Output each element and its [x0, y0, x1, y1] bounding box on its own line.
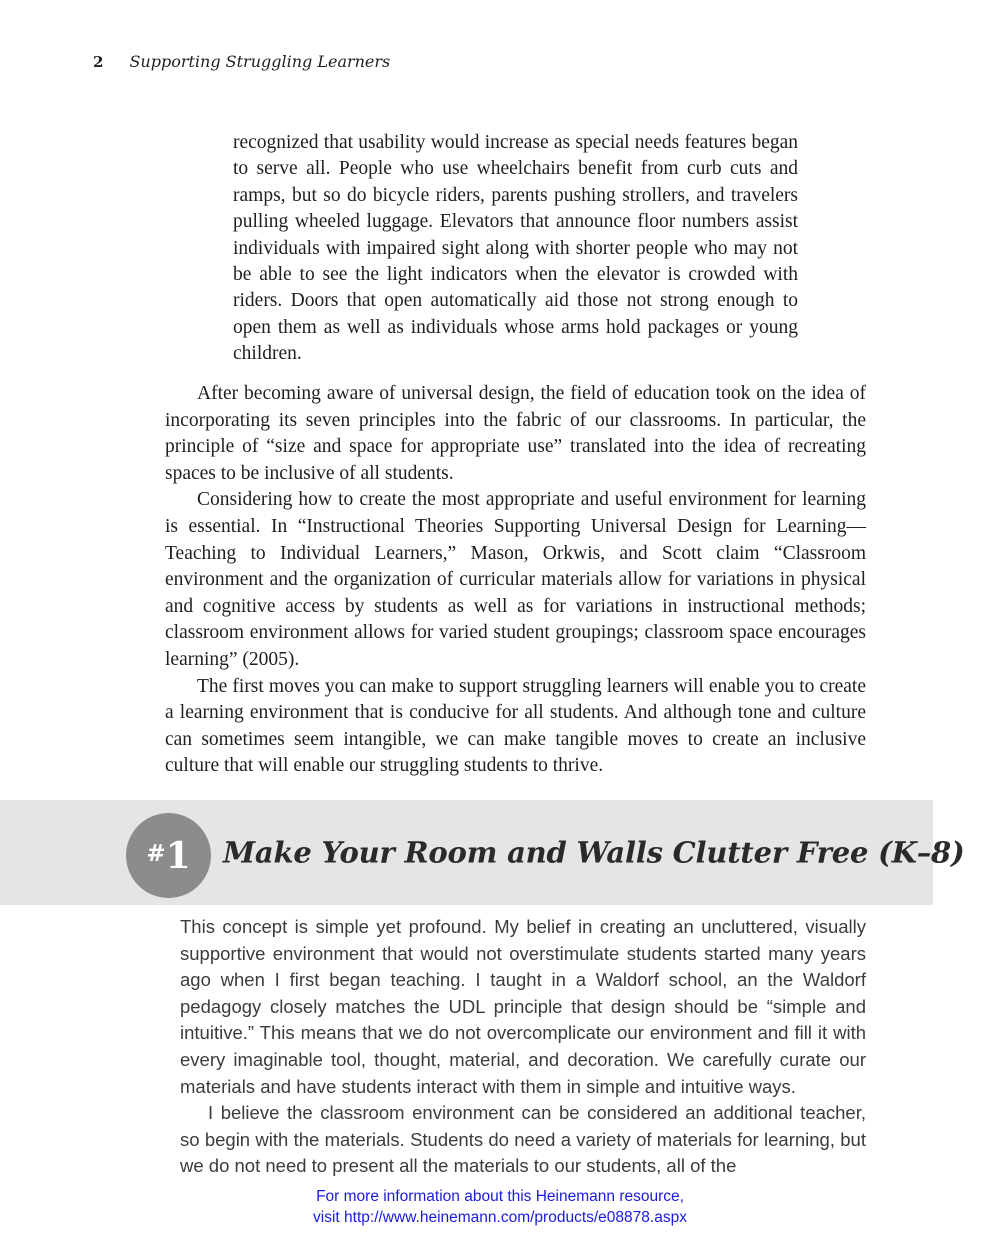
block-quote: recognized that usability would increase as special needs features began to serve all. People who use wheelchairs benefit from curb cuts and ramps, but so do bicycle riders, parents pushing strollers, and travelers pulling wheeled luggage. Elevators that announce floor numbers assist individuals with impaired sight along with shorter people who may not be able to see the light indicators when the elevator is crowded with riders. Doors that open automatically aid those not strong enough to open them as well as individuals whose arms hold packages or young children. — [233, 132, 798, 365]
badge-hash-symbol: # — [146, 839, 166, 867]
section-number-badge — [126, 813, 211, 898]
running-head: Supporting Struggling Learners — [129, 52, 391, 71]
section-banner — [0, 800, 965, 905]
paragraph-first-moves: The first moves you can make to support struggling learners will enable you to create a learning environment that is conducive for all students. And although tone and culture can sometimes seem intangible, we can make tangible moves to create an inclusive culture that will enable our struggling students to thrive. — [165, 675, 866, 777]
badge-number: 1 — [165, 834, 191, 877]
page-header — [93, 52, 390, 71]
page-footer — [0, 1186, 1000, 1228]
footer-info-line: For more information about this Heinemann resource, — [316, 1188, 684, 1205]
paragraph-considering-environment: Considering how to create the most appropriate and useful environment for learning is essential. In “Instructional Theories Supporting Universal Design for Learning—Teaching to Individual Learners,” Mason, Orkwis, and Scott claim “Classroom environment and the organization of curricular materials allow for variations in physical and cognitive access by students as well as for variations in instructional methods; classroom environment allows for varied student groupings; classroom space encourages learning” (2005). — [165, 489, 866, 670]
body-text — [165, 381, 866, 780]
footer-url-link[interactable]: visit http://www.heinemann.com/products/e08878.aspx — [313, 1209, 687, 1226]
page-number: 2 — [93, 53, 104, 71]
paragraph-concept-simple: This concept is simple yet profound. My belief in creating an uncluttered, visually supportive environment that would not overstimulate students started many years ago when I first began teaching. I taught in a Waldorf school, an the Waldorf pedagogy closely matches the UDL principle that design should be “simple and intuitive.” This means that we do not overcomplicate our environment and fill it with every imaginable tool, thought, material, and decoration. We carefully curate our materials and have students interact with them in simple and intuitive ways. — [180, 916, 866, 1097]
section-body-text — [180, 914, 866, 1180]
paragraph-universal-design: After becoming aware of universal design, the field of education took on the idea of incorporating its seven principles into the fabric of our classrooms. In particular, the principle of “size and space for appropriate use” translated into the idea of recreating spaces to be inclusive of all students. — [165, 383, 866, 484]
paragraph-classroom-teacher: I believe the classroom environment can be considered an additional teacher, so begin with the materials. Students do need a variety of materials for learning, but we do not need to present all the materials to our students, all of the — [180, 1102, 866, 1177]
section-title: Make Your Room and Walls Clutter Free (K–8) — [223, 834, 965, 869]
